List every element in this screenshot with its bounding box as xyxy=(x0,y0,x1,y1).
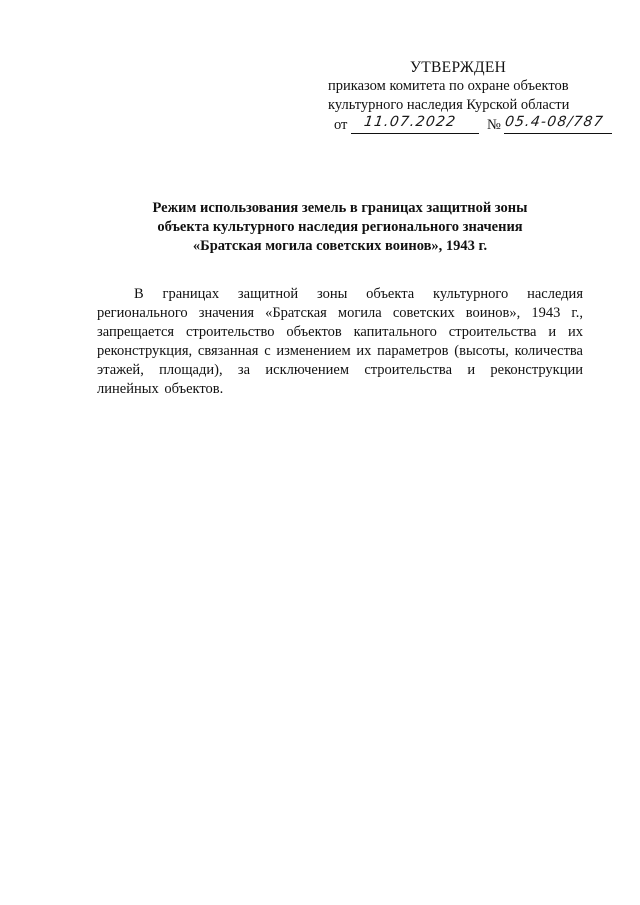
approval-line-1: приказом комитета по охране объектов xyxy=(328,78,569,94)
date-handwritten: 11.07.2022 xyxy=(362,114,458,130)
body-paragraph: В границах защитной зоны объекта культурного наследия регионального значения «Братская могила советских воинов», 1943 г., запрещается строительство объектов капитального строительства и их реконструкция, связанная с изменением их параметров (высоты, количества этажей, площади), за исключением строительства и реконструкции линейных объектов. xyxy=(97,286,583,397)
approval-heading: УТВЕРЖДЕН xyxy=(410,59,507,76)
number-prefix: № xyxy=(487,117,501,133)
title-line-1: Режим использования земель в границах защитной зоны xyxy=(152,200,528,216)
title-line-2: объекта культурного наследия регионального значения xyxy=(157,219,523,235)
number-handwritten: 05.4-08/787 xyxy=(503,114,605,130)
date-prefix: от xyxy=(334,117,348,133)
number-underline xyxy=(504,133,612,134)
approval-block xyxy=(328,58,618,115)
date-underline xyxy=(351,133,479,134)
document-title xyxy=(100,199,580,256)
title-line-3: «Братская могила советских воинов», 1943 г. xyxy=(192,238,488,254)
approval-line-2: культурного наследия Курской области xyxy=(328,97,570,113)
order-date-number-line xyxy=(334,114,624,138)
